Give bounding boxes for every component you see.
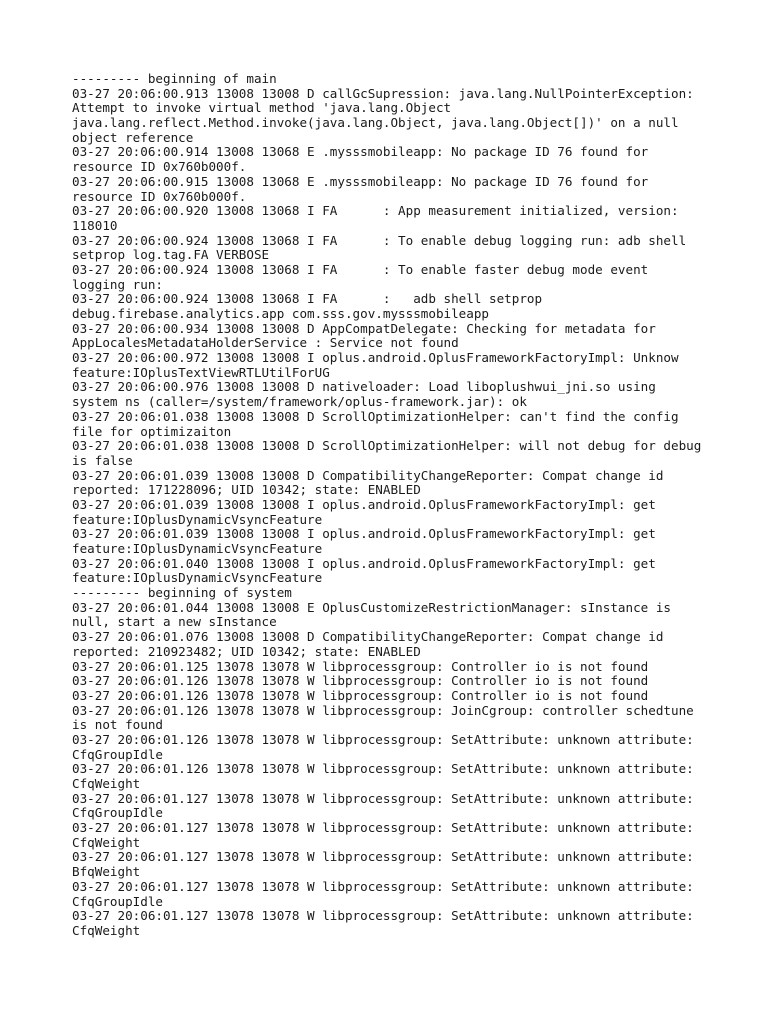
log-line: 03-27 20:06:01.039 13008 13008 I oplus.android.OplusFrameworkFactoryImpl: get <box>72 526 656 542</box>
log-line: 03-27 20:06:00.924 13008 13068 I FA : adb shell setprop <box>72 291 543 307</box>
log-line: CfqWeight <box>72 834 141 850</box>
log-line: feature:IOplusDynamicVsyncFeature <box>72 541 323 556</box>
log-line: 03-27 20:06:00.915 13008 13068 E .mysssmobileapp: No package ID 76 found for <box>72 173 649 189</box>
log-line: logging run: <box>72 276 163 292</box>
log-line: 03-27 20:06:00.934 13008 13008 D AppCompatDelegate: Checking for metadata for <box>72 320 656 336</box>
log-line: 03-27 20:06:01.127 13078 13078 W libprocessgroup: SetAttribute: unknown attribute: <box>72 820 694 836</box>
log-line: 03-27 20:06:01.126 13078 13078 W libprocessgroup: SetAttribute: unknown attribute: <box>72 761 694 777</box>
log-line: is false <box>72 452 133 468</box>
log-line: CfqWeight <box>72 776 141 791</box>
log-line: reported: 171228096; UID 10342; state: ENABLED <box>72 482 421 498</box>
log-text <box>72 72 712 939</box>
log-line: 03-27 20:06:01.127 13078 13078 W libprocessgroup: SetAttribute: unknown attribute: <box>72 878 694 894</box>
log-line: 03-27 20:06:01.039 13008 13008 I oplus.android.OplusFrameworkFactoryImpl: get <box>72 496 656 512</box>
log-line: --------- beginning of system <box>72 585 292 601</box>
log-line: file for optimizaiton <box>72 423 232 439</box>
log-line: debug.firebase.analytics.app com.sss.gov.mysssmobileapp <box>72 306 490 321</box>
log-line: 03-27 20:06:01.076 13008 13008 D CompatibilityChangeReporter: Compat change id <box>72 629 664 645</box>
log-line: 03-27 20:06:01.040 13008 13008 I oplus.android.OplusFrameworkFactoryImpl: get <box>72 555 656 571</box>
log-line: 03-27 20:06:01.127 13078 13078 W libprocessgroup: SetAttribute: unknown attribute: <box>72 908 694 924</box>
log-line: setprop log.tag.FA VERBOSE <box>72 247 270 263</box>
log-line: 03-27 20:06:00.914 13008 13068 E .mysssmobileapp: No package ID 76 found for <box>72 144 649 160</box>
log-line: 03-27 20:06:01.044 13008 13008 E OplusCustomizeRestrictionManager: sInstance is <box>72 599 671 615</box>
log-line: 03-27 20:06:01.038 13008 13008 D ScrollOptimizationHelper: will not debug for debug <box>72 438 702 454</box>
log-line: is not found <box>72 717 163 733</box>
log-line: Attempt to invoke virtual method 'java.lang.Object <box>72 100 452 116</box>
log-line: 03-27 20:06:00.913 13008 13008 D callGcSupression: java.lang.NullPointerException: <box>72 85 694 101</box>
log-line: feature:IOplusDynamicVsyncFeature <box>72 511 323 527</box>
log-line: java.lang.reflect.Method.invoke(java.lang.Object, java.lang.Object[])' on a null <box>72 115 679 131</box>
log-line: 03-27 20:06:01.126 13078 13078 W libprocessgroup: Controller io is not found <box>72 673 649 689</box>
document-page <box>72 72 712 939</box>
log-line: feature:IOplusTextViewRTLUtilForUG <box>72 364 330 380</box>
log-line: system ns (caller=/system/framework/oplus-framework.jar): ok <box>72 394 527 410</box>
log-line: resource ID 0x760b000f. <box>72 188 247 204</box>
log-line: 03-27 20:06:01.039 13008 13008 D CompatibilityChangeReporter: Compat change id <box>72 467 664 483</box>
log-line: 03-27 20:06:01.127 13078 13078 W libprocessgroup: SetAttribute: unknown attribute: <box>72 849 694 865</box>
log-line: 03-27 20:06:01.126 13078 13078 W libprocessgroup: Controller io is not found <box>72 687 649 703</box>
log-line: CfqGroupIdle <box>72 746 163 762</box>
log-line: 118010 <box>72 217 118 233</box>
log-line: 03-27 20:06:01.127 13078 13078 W libprocessgroup: SetAttribute: unknown attribute: <box>72 790 694 806</box>
log-line: 03-27 20:06:00.920 13008 13068 I FA : App measurement initialized, version: <box>72 203 679 219</box>
log-line: 03-27 20:06:01.125 13078 13078 W libprocessgroup: Controller io is not found <box>72 658 649 674</box>
log-line: null, start a new sInstance <box>72 614 277 630</box>
log-line: feature:IOplusDynamicVsyncFeature <box>72 570 323 586</box>
log-line: 03-27 20:06:00.924 13008 13068 I FA : To enable faster debug mode event <box>72 261 649 277</box>
log-line: 03-27 20:06:01.126 13078 13078 W libprocessgroup: JoinCgroup: controller schedtune <box>72 702 694 718</box>
log-line: object reference <box>72 129 194 145</box>
log-line: 03-27 20:06:00.924 13008 13068 I FA : To enable debug logging run: adb shell <box>72 232 687 248</box>
log-line: reported: 210923482; UID 10342; state: ENABLED <box>72 643 421 659</box>
log-line: BfqWeight <box>72 864 141 880</box>
log-line: 03-27 20:06:00.976 13008 13008 D nativeloader: Load liboplushwui_jni.so using <box>72 379 656 395</box>
log-line: 03-27 20:06:01.038 13008 13008 D ScrollOptimizationHelper: can't find the config <box>72 408 679 424</box>
log-line: CfqWeight <box>72 922 141 938</box>
log-line: resource ID 0x760b000f. <box>72 159 247 175</box>
log-line: AppLocalesMetadataHolderService : Service not found <box>72 335 459 351</box>
log-line: --------- beginning of main <box>72 71 277 86</box>
log-line: 03-27 20:06:01.126 13078 13078 W libprocessgroup: SetAttribute: unknown attribute: <box>72 731 694 747</box>
log-line: CfqGroupIdle <box>72 893 163 909</box>
log-line: 03-27 20:06:00.972 13008 13008 I oplus.android.OplusFrameworkFactoryImpl: Unknow <box>72 350 679 366</box>
log-line: CfqGroupIdle <box>72 805 163 821</box>
